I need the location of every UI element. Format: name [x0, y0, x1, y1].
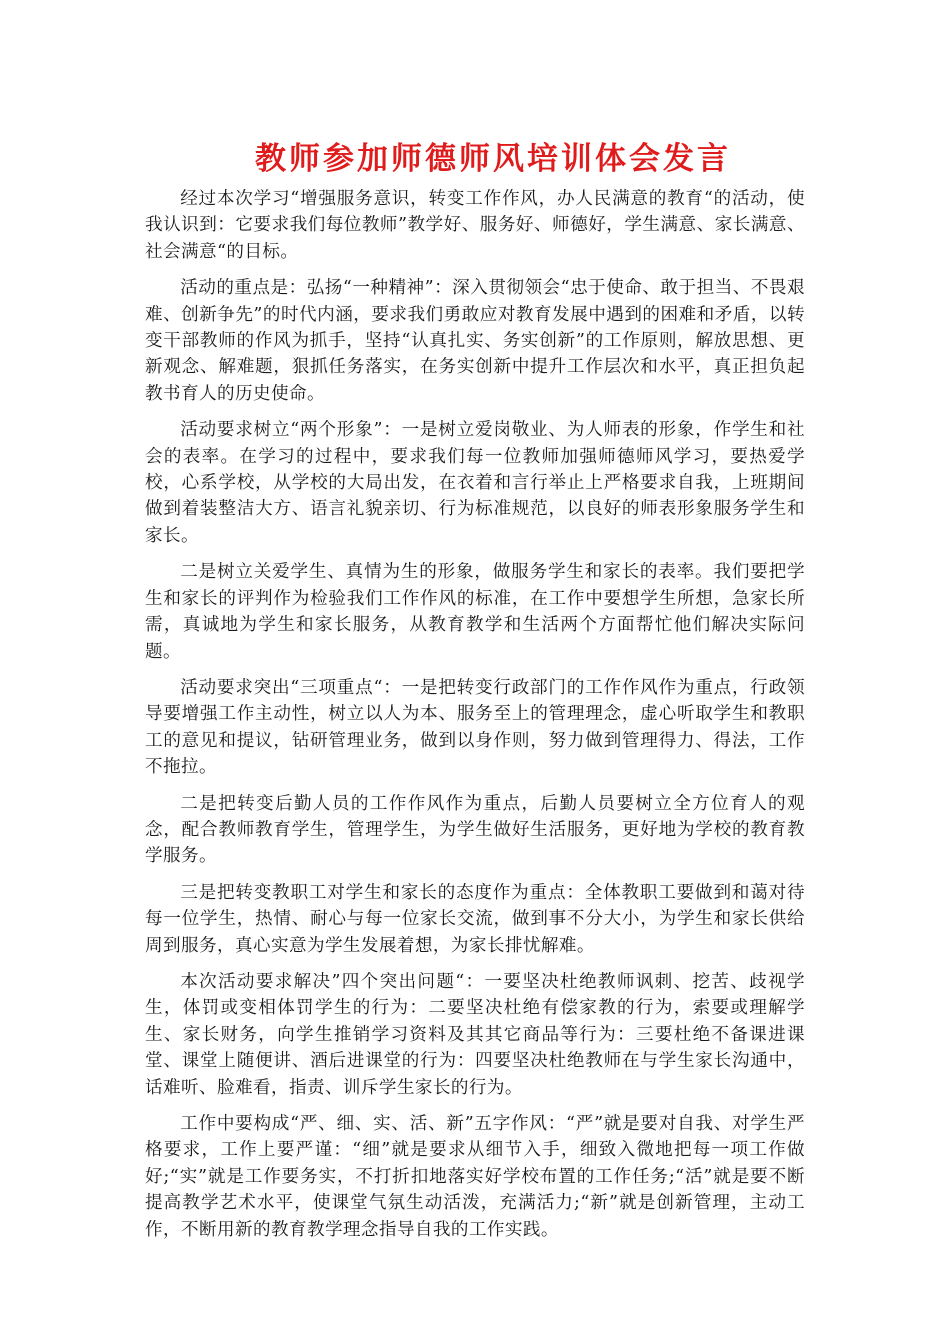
- paragraph: 三是把转变教职工对学生和家长的态度作为重点：全体教职工要做到和蔼对待每一位学生，热情、耐心与每一位家长交流，做到事不分大小，为学生和家长供给周到服务，真心实意为学生发展着想，为家长排忧解难。: [145, 882, 805, 956]
- paragraph: 二是树立关爱学生、真情为生的形象，做服务学生和家长的表率。我们要把学生和家长的评判作为检验我们工作作风的标准，在工作中要想学生所想，急家长所需，真诚地为学生和家长服务，从教育教学和生活两个方面帮忙他们解决实际问题。: [145, 562, 805, 662]
- paragraph: 活动的重点是：弘扬“一种精神”：深入贯彻领会“忠于使命、敢于担当、不畏艰难、创新争先”的时代内涵，要求我们勇敢应对教育发展中遇到的困难和矛盾，以转变干部教师的作风为抓手，坚持“认真扎实、务实创新”的工作原则，解放思想、更新观念、解难题，狠抓任务落实，在务实创新中提升工作层次和水平，真正担负起教书育人的历史使命。: [145, 278, 805, 404]
- paragraph: 本次活动要求解决”四个突出问题“：一要坚决杜绝教师讽刺、挖苦、歧视学生，体罚或变相体罚学生的行为：二要坚决杜绝有偿家教的行为，索要或理解学生、家长财务，向学生推销学习资料及其其它商品等行为：三要杜绝不备课进课堂、课堂上随便讲、酒后进课堂的行为：四要坚决杜绝教师在与学生家长沟通中，话难听、脸难看，指责、训斥学生家长的行为。: [145, 971, 805, 1098]
- paragraph: 经过本次学习“增强服务意识，转变工作作风，办人民满意的教育“的活动，使我认识到：它要求我们每位教师”教学好、服务好、师德好，学生满意、家长满意、社会满意“的目标。: [145, 189, 805, 262]
- paragraph: 活动要求突出“三项重点“：一是把转变行政部门的工作作风作为重点，行政领导要增强工作主动性，树立以人为本、服务至上的管理理念，虚心听取学生和教职工的意见和提议，钻研管理业务，做到以身作则，努力做到管理得力、得法，工作不拖拉。: [145, 677, 805, 778]
- paragraph: 二是把转变后勤人员的工作作风作为重点，后勤人员要树立全方位育人的观念，配合教师教育学生，管理学生，为学生做好生活服务，更好地为学校的教育教学服务。: [145, 793, 805, 867]
- document-title: 教师参加师德师风培训体会发言: [255, 141, 731, 177]
- document-page: [145, 132, 805, 1243]
- paragraph: 工作中要构成“严、细、实、活、新”五字作风：“严”就是要对自我、对学生严格要求，工作上要严谨：“细”就是要求从细节入手，细致入微地把每一项工作做好;“实”就是工作要务实，不打折扣地落实好学校布置的工作任务;“活”就是要不断提高教学艺术水平，使课堂气氛生动活泼，充满活力;“新”就是创新管理，主动工作，不断用新的教育教学理念指导自我的工作实践。: [145, 1114, 805, 1240]
- paragraph: 活动要求树立“两个形象”：一是树立爱岗敬业、为人师表的形象，作学生和社会的表率。在学习的过程中，要求我们每一位教师加强师德师风学习，要热爱学校，心系学校，从学校的大局出发，在衣着和言行举止上严格要求自我，上班期间做到着装整洁大方、语言礼貌亲切、行为标准规范，以良好的师表形象服务学生和家长。: [145, 420, 805, 546]
